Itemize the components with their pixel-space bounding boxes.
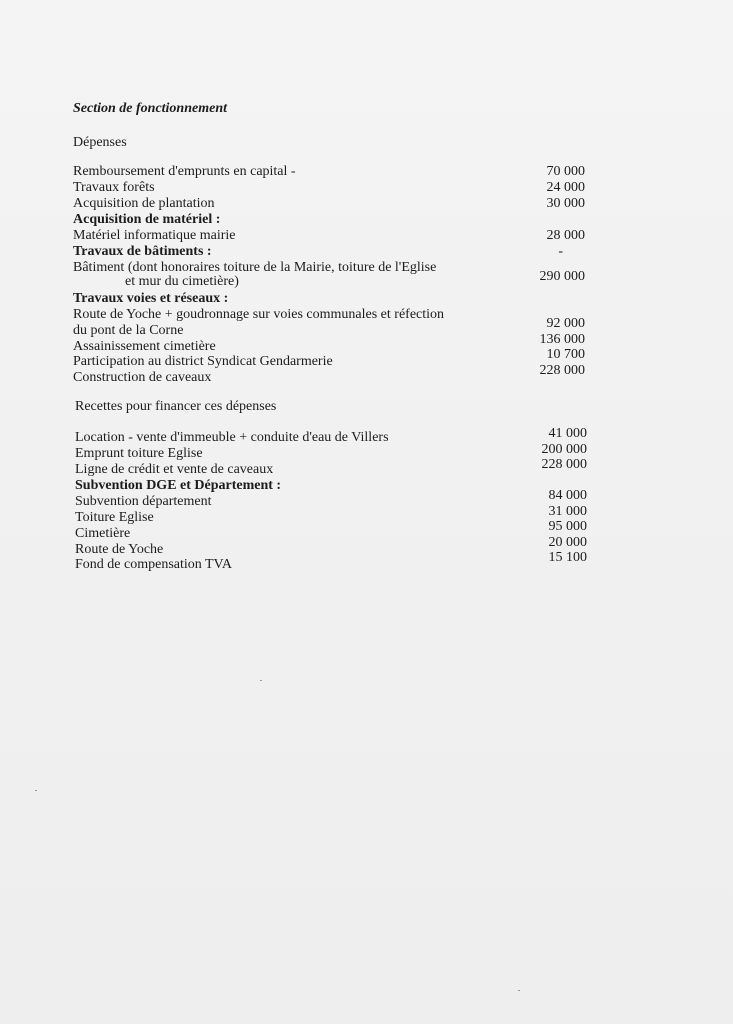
table-row [75, 504, 595, 526]
row-label: et mur du cimetière) [125, 274, 239, 289]
row-label: Route de Yoche + goudronnage sur voies communales et réfection [73, 307, 445, 322]
row-label: Location - vente d'immeuble + conduite d'eau de Villers [75, 430, 389, 445]
table-row [73, 307, 593, 323]
row-label: du pont de la Corne [73, 323, 184, 338]
table-row [73, 196, 593, 212]
table-row-heading [73, 212, 593, 228]
table-row [73, 180, 593, 196]
row-amount: 41 000 [548, 426, 587, 441]
table-row [73, 228, 593, 244]
row-label: Cimetière [75, 526, 131, 541]
row-label: Remboursement d'emprunts en capital - [73, 164, 296, 179]
table-row [75, 519, 595, 542]
table-row [75, 426, 595, 446]
row-amount: 95 000 [548, 519, 587, 534]
row-label: Fond de compensation TVA [75, 557, 232, 572]
depenses-heading: Dépenses [73, 135, 127, 150]
row-amount: 20 000 [548, 535, 587, 550]
row-label: Acquisition de matériel : [73, 212, 221, 227]
row-label: Travaux de bâtiments : [73, 244, 212, 259]
table-row [75, 488, 595, 510]
table-row-heading [73, 244, 593, 260]
row-label: Travaux voies et réseaux : [73, 291, 229, 306]
table-row [73, 269, 593, 290]
table-row-heading [75, 478, 595, 494]
row-amount: 136 000 [539, 332, 585, 347]
row-label: Assainissement cimetière [73, 339, 216, 354]
row-amount: 92 000 [546, 316, 585, 331]
table-row [75, 457, 595, 478]
table-row [75, 535, 595, 558]
row-label: Travaux forêts [73, 180, 155, 195]
section-title: Section de fonctionnement [73, 101, 227, 116]
table-row [75, 550, 595, 573]
row-label: Emprunt toiture Eglise [75, 446, 203, 461]
table-row-heading [73, 291, 593, 307]
row-label: Construction de caveaux [73, 370, 212, 385]
row-amount: 228 000 [541, 457, 587, 472]
table-row [75, 442, 595, 462]
row-label: Toiture Eglise [75, 510, 154, 525]
row-label: Subvention département [75, 494, 212, 509]
row-amount: 228 000 [539, 363, 585, 378]
row-amount: 290 000 [539, 269, 585, 284]
row-label: Participation au district Syndicat Gendarmerie [73, 354, 333, 369]
recettes-heading: Recettes pour financer ces dépenses [75, 399, 277, 414]
row-label: Matériel informatique mairie [73, 228, 236, 243]
row-amount: 31 000 [548, 504, 587, 519]
row-amount: 200 000 [541, 442, 587, 457]
row-label: Route de Yoche [75, 542, 164, 557]
scan-speck [260, 680, 262, 681]
table-row [73, 347, 593, 370]
row-amount: 84 000 [548, 488, 587, 503]
scan-speck [35, 790, 37, 791]
table-row [73, 363, 593, 386]
row-amount: - [558, 244, 563, 259]
row-amount: 15 100 [548, 550, 587, 565]
row-amount: 10 700 [546, 347, 585, 362]
row-label: Subvention DGE et Département : [75, 478, 282, 493]
row-amount: 28 000 [546, 228, 585, 243]
row-amount: 70 000 [546, 164, 585, 179]
row-amount: 30 000 [546, 196, 585, 211]
row-label: Bâtiment (dont honoraires toiture de la Mairie, toiture de l'Eglise [73, 260, 437, 275]
scan-speck [518, 990, 520, 991]
row-label: Ligne de crédit et vente de caveaux [75, 462, 274, 477]
row-amount: 24 000 [546, 180, 585, 195]
table-row [73, 332, 593, 355]
table-row [73, 164, 593, 180]
row-label: Acquisition de plantation [73, 196, 215, 211]
table-row [73, 316, 593, 339]
